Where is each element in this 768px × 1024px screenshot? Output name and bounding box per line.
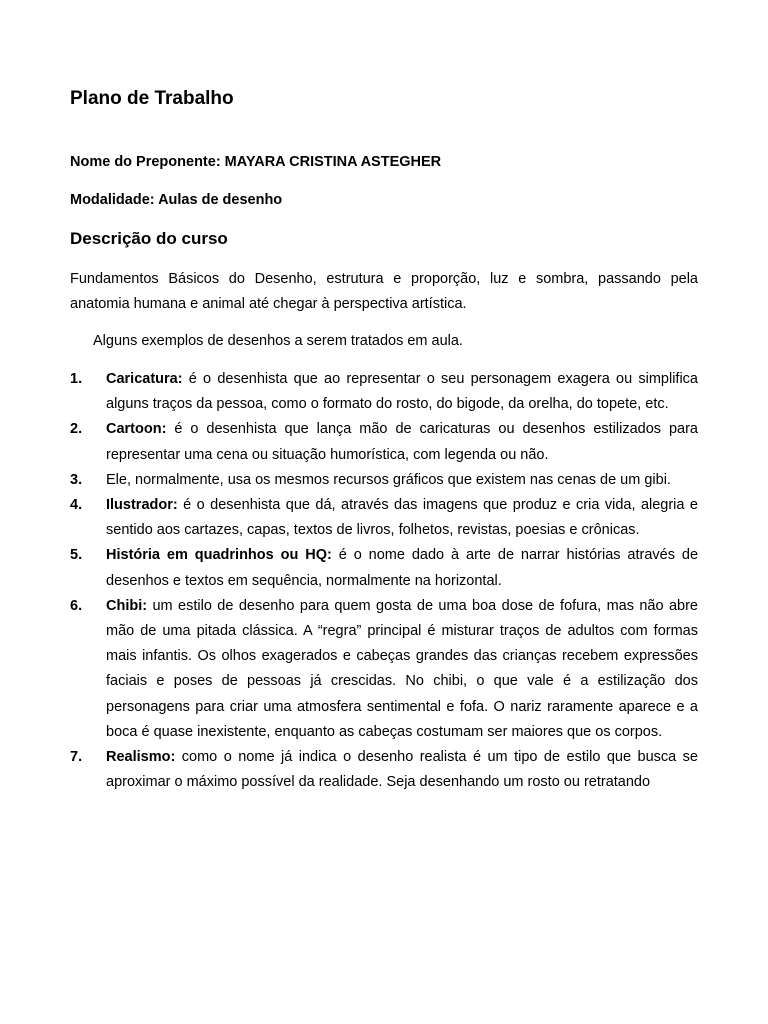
document-title: Plano de Trabalho [70,88,234,109]
list-item [70,493,698,543]
list-item-text: é o nome dado à arte de narrar histórias através de desenhos e textos em sequência, normalmente na horizontal. [106,547,699,589]
list-item-text: é o desenhista que dá, através das imagens que produz e cria vida, alegria e sentido aos cartazes, capas, textos de livros, folhetos, revistas, poesias e crônicas. [106,497,698,539]
list-item [70,468,698,493]
proponent-name: Nome do Preponente: MAYARA CRISTINA ASTEGHER [70,154,442,170]
list-item-number: 2. [70,421,83,438]
list-item-text: como o nome já indica o desenho realista é um tipo de estilo que busca se aproximar o máximo possível da realidade. Seja desenhando um rosto ou retratando [106,749,698,791]
list-item [70,367,698,417]
list-item-number: 6. [70,597,83,614]
course-description-heading: Descrição do curso [70,229,228,248]
course-intro-paragraph: Fundamentos Básicos do Desenho, estrutura e proporção, luz e sombra, passando pela anatomia humana e animal até chegar à perspectiva artística. [70,271,698,312]
list-item-text: Ele, normalmente, usa os mesmos recursos gráficos que existem nas cenas de um gibi. [106,471,671,488]
list-item-text: é o desenhista que lança mão de caricaturas ou desenhos estilizados para representar uma cena ou situação humorística, com legenda ou não. [106,421,698,463]
list-item-term: Ilustrador: [106,497,178,514]
list-item [70,543,698,593]
list-item-term: Chibi: [106,597,148,614]
list-item-number: 1. [70,371,83,387]
list-item-number: 5. [70,547,83,564]
list-item [70,745,698,795]
list-item [70,417,698,467]
modality: Modalidade: Aulas de desenho [70,192,283,208]
list-item-term: História em quadrinhos ou HQ: [106,547,332,564]
drawing-types-list [70,367,698,795]
examples-intro: Alguns exemplos de desenhos a serem tratados em aula. [93,333,463,349]
list-item-term: Caricatura: [106,371,183,387]
list-item-number: 3. [70,471,83,488]
list-item [70,594,698,745]
list-item-term: Cartoon: [106,421,167,438]
list-item-number: 4. [70,497,83,514]
list-item-term: Realismo: [106,749,176,766]
list-item-text: é o desenhista que ao representar o seu personagem exagera ou simplifica alguns traços da pessoa, como o formato do rosto, do bigode, da orelha, do topete, etc. [106,371,698,413]
list-item-text: um estilo de desenho para quem gosta de uma boa dose de fofura, mas não abre mão de uma pitada clássica. A “regra” principal é misturar traços de adultos com formas mais infantis. Os olhos exagerados e cabeças grandes das crianças recebem expressões faciais e poses de pessoas já crescidas. No chibi, o que vale é a estilização dos personagens para criar uma atmosfera sentimental e fofa. O nariz raramente aparece e a boca é quase inexistente, enquanto as cabeças costumam ser maiores que os corpos. [106,597,698,740]
list-item-number: 7. [70,749,83,766]
